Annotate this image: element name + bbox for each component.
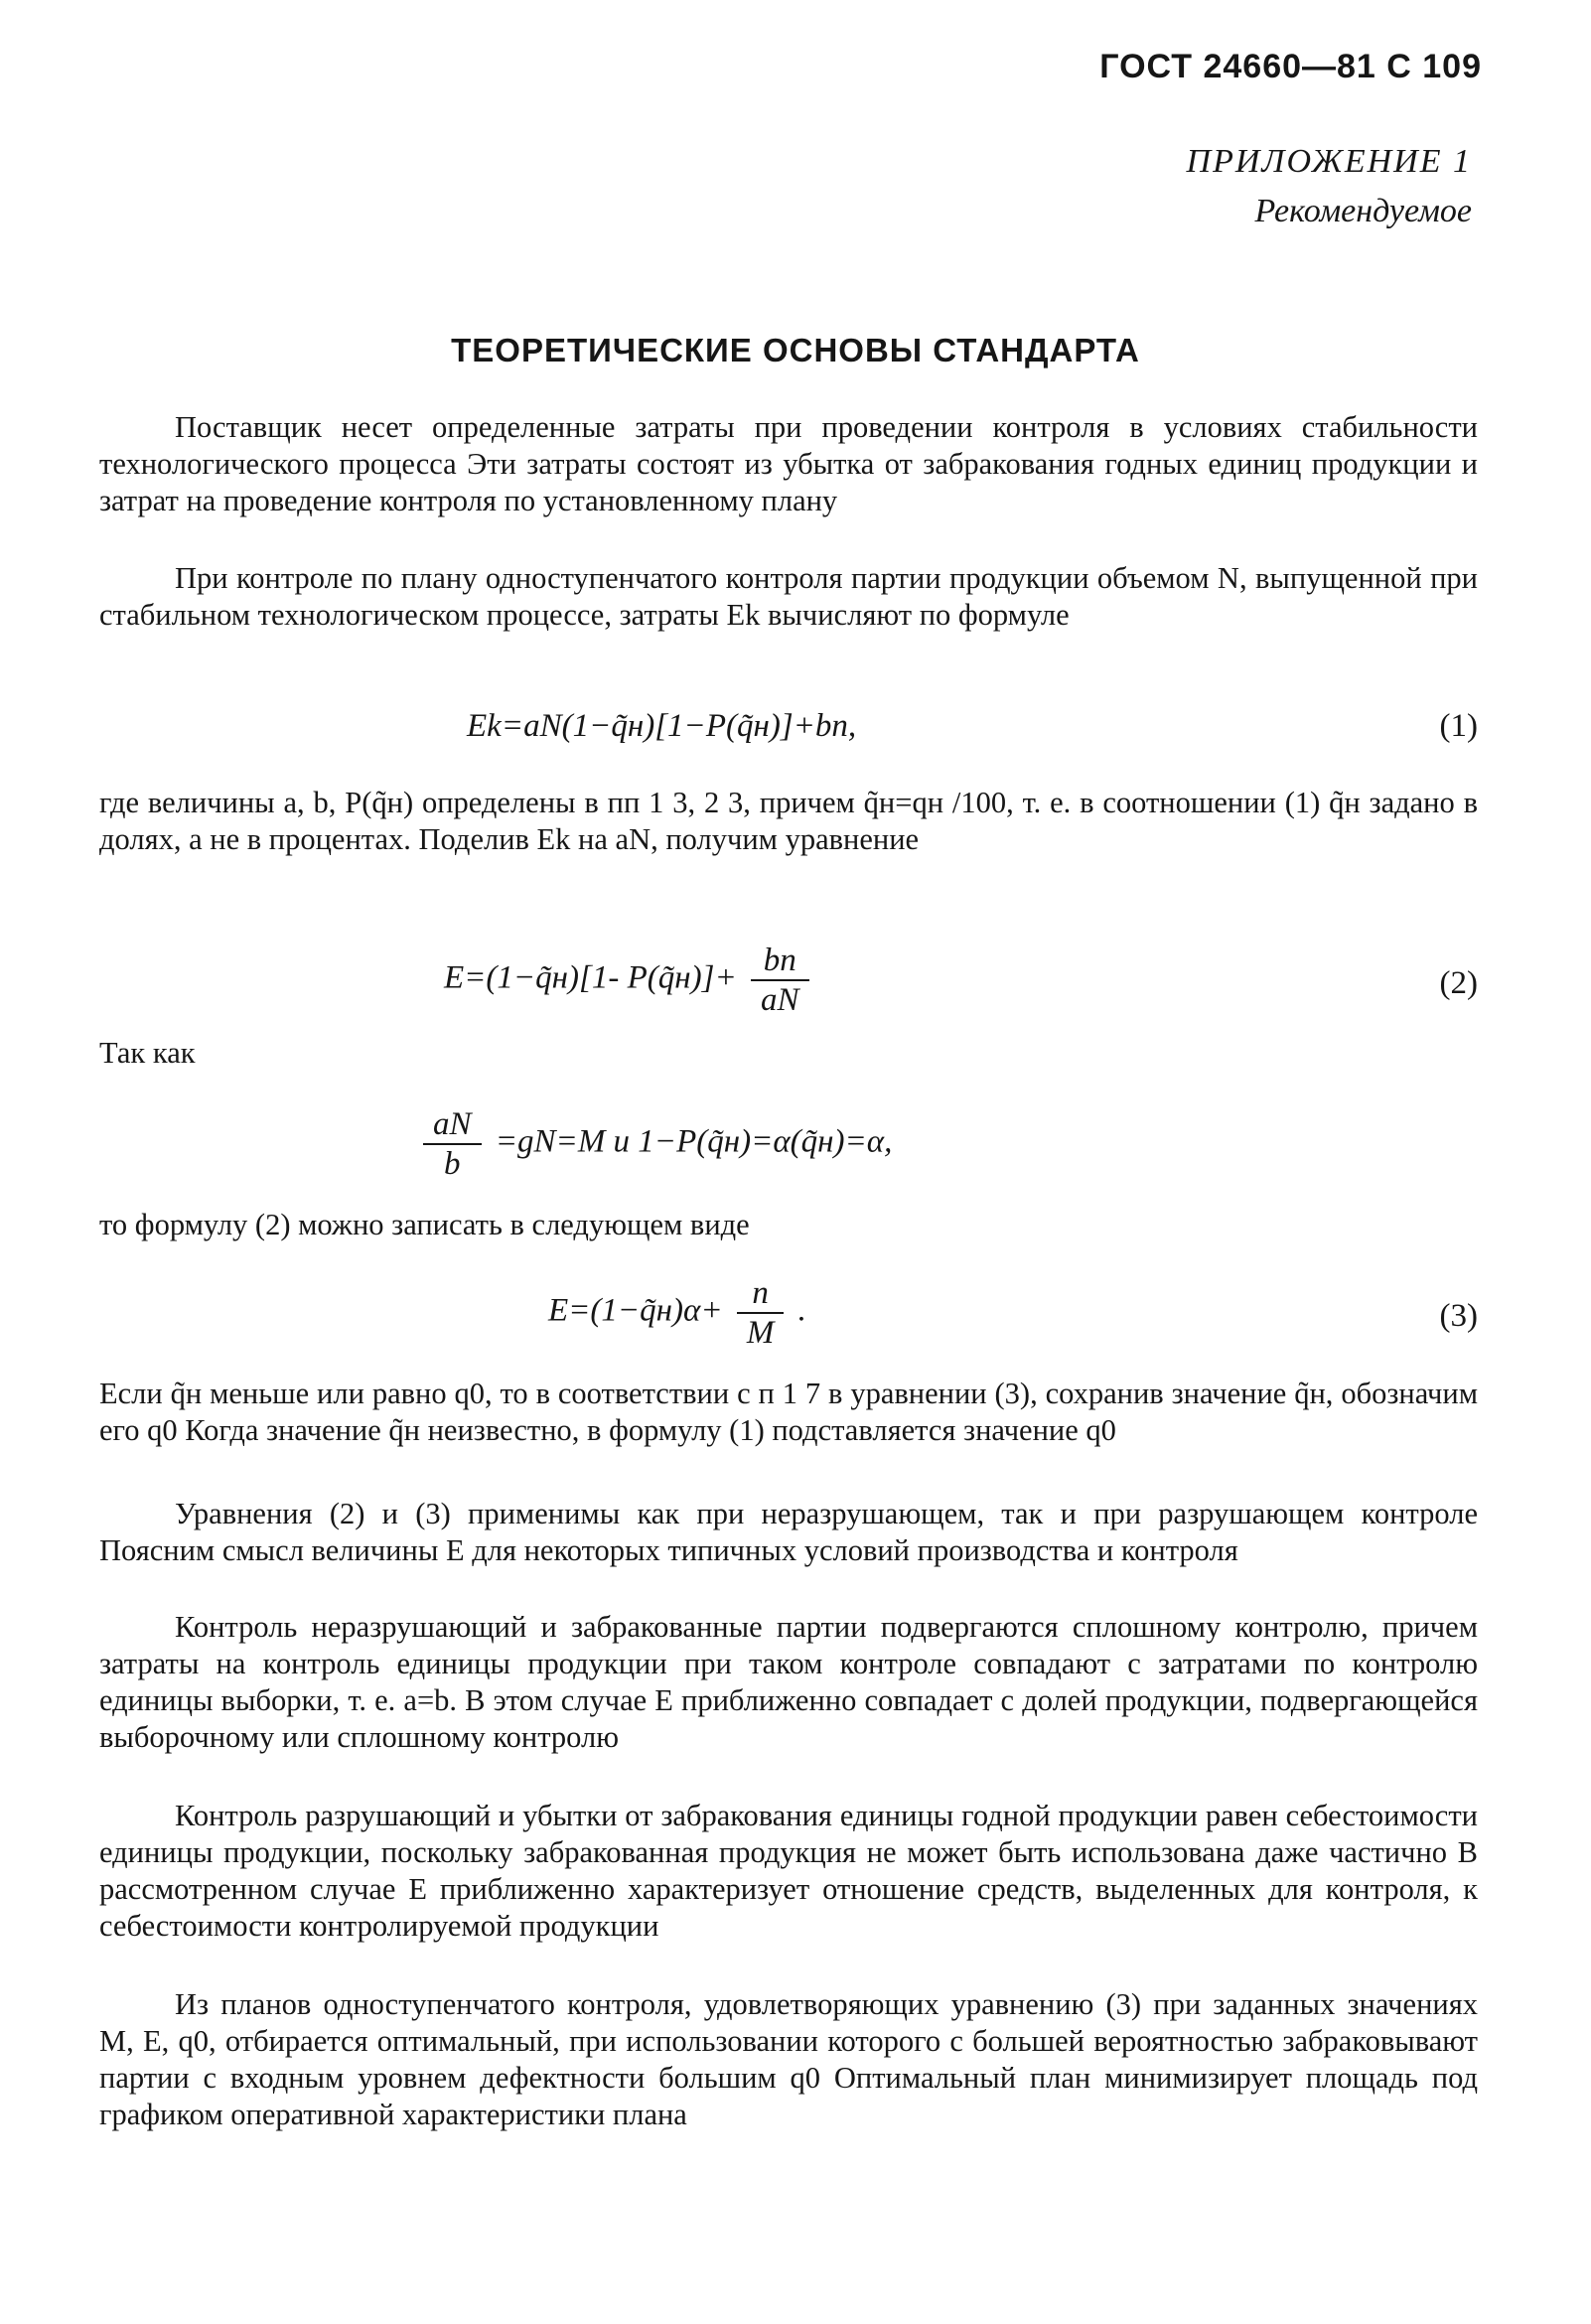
appendix-label [1187,137,1472,236]
paragraph-formula-lead: При контроле по плану одноступенчатого контроля партии продукции объемом N, выпущенной при стабильном технологическом процессе, затраты Ek вычисляют по формуле [99,561,1478,632]
page-title: ТЕОРЕТИЧЕСКИЕ ОСНОВЫ СТАНДАРТА [451,332,1140,368]
formula-substitution [99,1097,1478,1192]
formula-3 [99,1266,1478,1361]
formula-substitution-fraction [423,1105,482,1183]
formula-substitution-denominator: b [444,1146,461,1182]
formula-2 [99,934,1478,1028]
formula-substitution-expression [417,1105,892,1183]
appendix-title: ПРИЛОЖЕНИЕ 1 [1186,143,1472,180]
formula-1-number: (1) [1439,708,1478,744]
formula-2-expression [444,942,815,1019]
formula-1 [99,700,1478,780]
formula-3-end: . [797,1292,806,1329]
paragraph-optimal-plan: Из планов одноступенчатого контроля, удовлетворяющих уравнению (3) при заданных значениях M, E, q0, отбирается оптимальный, при использовании которого с большей вероятностью забраковывают партии с входным уровнем дефектности большим q0 Оптимальный план минимизирует площадь под графиком оперативной характеристики плана [99,1987,1478,2131]
formula-3-left: E=(1−q̃н)α+ [548,1292,723,1329]
formula-2-number: (2) [1439,965,1478,1001]
formula-1-expression: Ek=aN(1−q̃н)[1−P(q̃н)]+bn, [467,708,857,744]
formula-3-numerator: n [737,1274,785,1314]
paragraph-nondestructive: Контроль неразрушающий и забракованные партии подвергаются сплошному контролю, причем затраты на контроль единицы продукции при таком контроле совпадают с затратами по контролю единицы выборки, т. е. a=b. В этом случае E приближенно совпадает с долей продукции, подвергающейся выборочному или сплошному контролю [99,1610,1478,1754]
formula-3-expression [548,1274,806,1352]
gost-page-header: ГОСТ 24660—81 С 109 [1099,48,1482,85]
paragraph-q0: Если q̃н меньше или равно q0, то в соответствии с п 1 7 в уравнении (3), сохранив значение q̃н, обозначим его q0 Когда значение q̃н неизвестно, в формулу (1) подставляется значение q0 [99,1377,1478,1447]
formula-substitution-right: =gN=M и 1−P(q̃н)=α(q̃н)=α, [495,1123,893,1160]
formula-2-denominator: aN [761,982,799,1018]
paragraph-since: Так как [99,1036,196,1070]
paragraph-rewrite: то формулу (2) можно записать в следующем виде [99,1208,750,1241]
formula-2-numerator: bn [751,942,809,981]
formula-2-fraction [751,942,809,1019]
appendix-status: Рекомендуемое [1254,193,1472,229]
paragraph-intro: Поставщик несет определенные затраты при проведении контроля в условиях стабильности технологического процесса Эти затраты состоят из убытка от забракования годных единиц продукции и затрат на проведение контроля по установленному плану [99,410,1478,517]
formula-substitution-numerator: aN [423,1105,482,1145]
formula-3-fraction [737,1274,785,1352]
paragraph-applicability: Уравнения (2) и (3) применимы как при неразрушающем, так и при разрушающем контроле Поясним смысл величины E для некоторых типичных условий производства и контроля [99,1497,1478,1567]
formula-2-left: E=(1−q̃н)[1- P(q̃н)]+ [444,959,737,996]
paragraph-definitions: где величины a, b, P(q̃н) определены в пп 1 3, 2 3, причем q̃н=qн /100, т. е. в соотношении (1) q̃н задано в долях, а не в процентах. Поделив Ek на aN, получим уравнение [99,786,1478,856]
formula-3-denominator: M [746,1315,775,1351]
paragraph-destructive: Контроль разрушающий и убытки от забракования единицы годной продукции равен себестоимости единицы продукции, поскольку забракованная продукция не может быть использована даже частично В рассмотренном случае E приближенно характеризует отношение средств, выделенных для контроля, к себестоимости контролируемой продукции [99,1799,1478,1943]
formula-3-number: (3) [1439,1298,1478,1334]
